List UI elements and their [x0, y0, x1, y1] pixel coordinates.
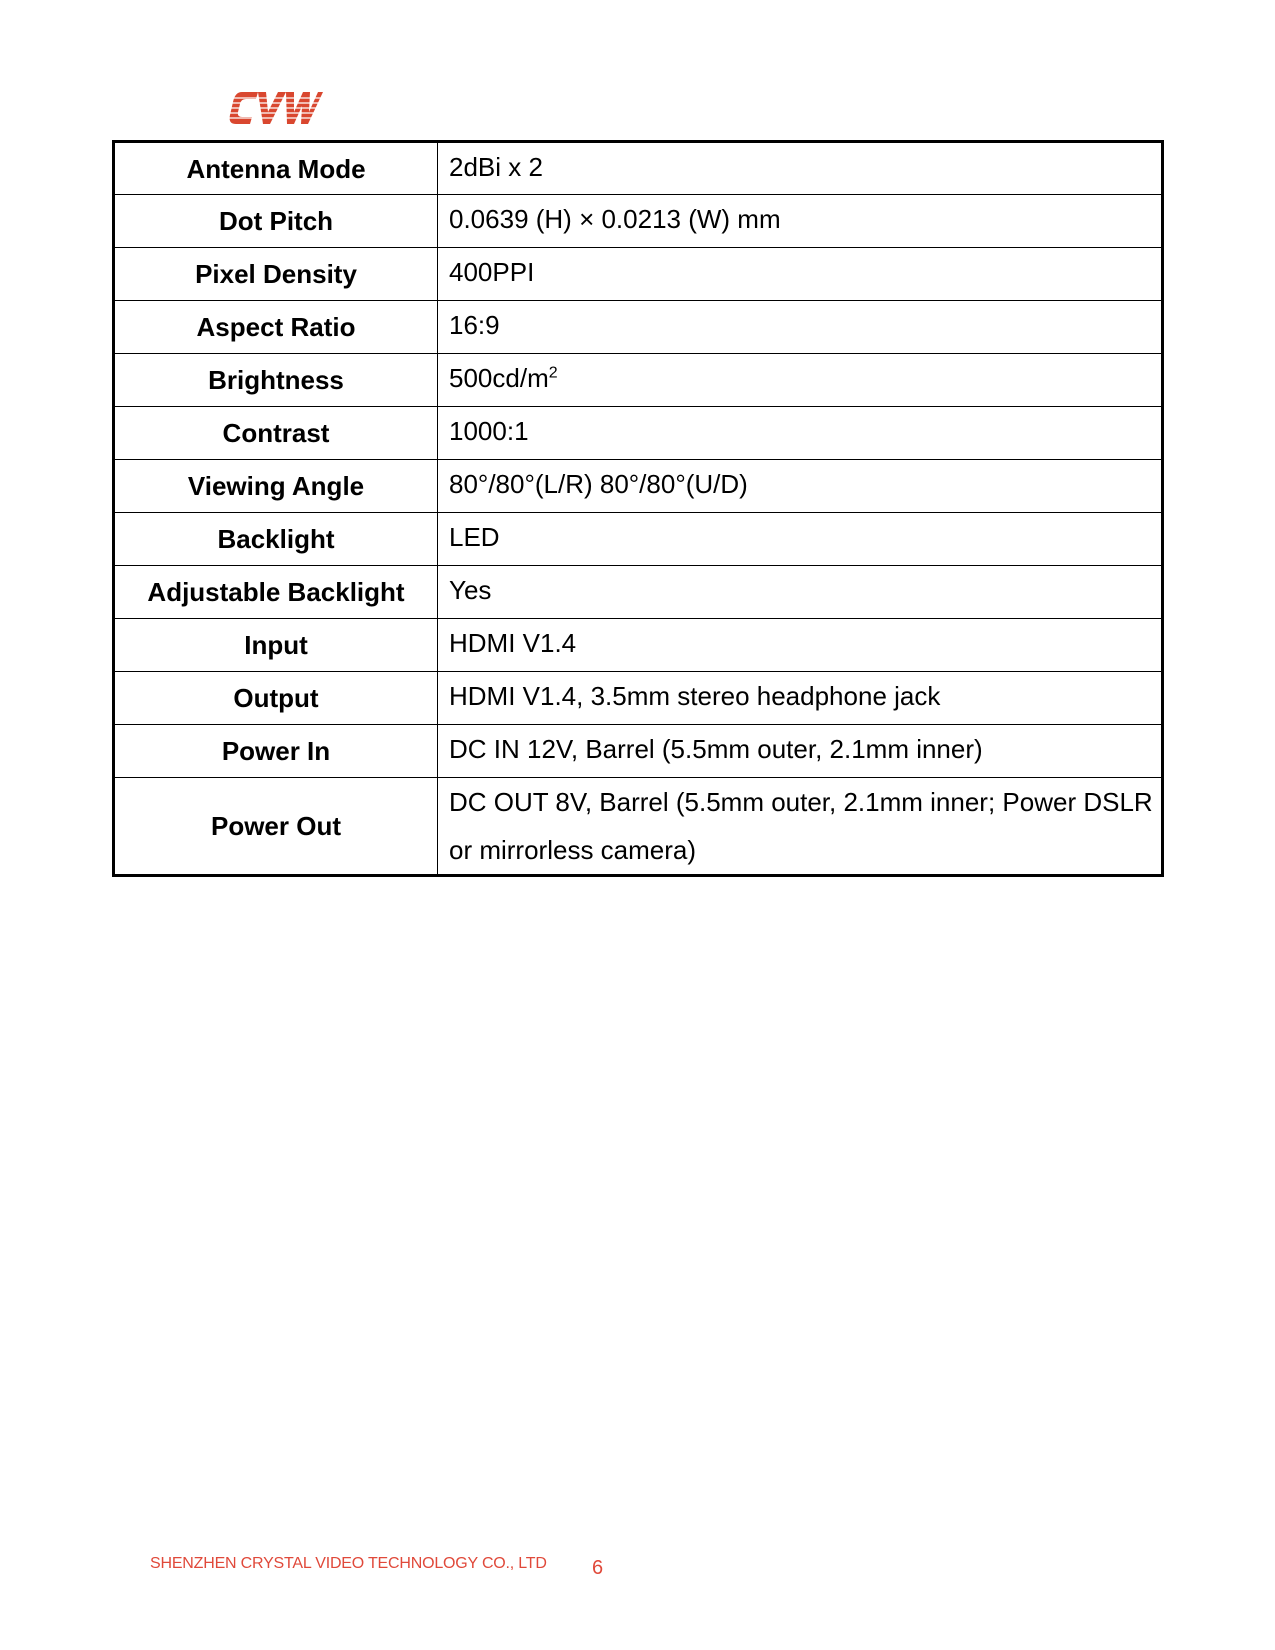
- spec-value: [438, 566, 1163, 619]
- spec-value: [438, 725, 1163, 778]
- spec-label: Contrast: [114, 407, 438, 460]
- spec-label: Brightness: [114, 354, 438, 407]
- table-row: [114, 301, 1163, 354]
- spec-label: Input: [114, 619, 438, 672]
- table-row: [114, 513, 1163, 566]
- spec-label: Dot Pitch: [114, 195, 438, 248]
- spec-value-superscript: 2: [548, 364, 558, 382]
- spec-value: [438, 407, 1163, 460]
- spec-value-text: 16:9: [449, 310, 500, 340]
- spec-value: [438, 460, 1163, 513]
- table-row: [114, 778, 1163, 876]
- spec-value: [438, 619, 1163, 672]
- cvw-logo: [228, 90, 323, 126]
- table-row: [114, 248, 1163, 301]
- spec-label: Adjustable Backlight: [114, 566, 438, 619]
- spec-value-text: Yes: [449, 575, 492, 605]
- spec-table: [112, 140, 1164, 877]
- spec-value-text: DC IN 12V, Barrel (5.5mm outer, 2.1mm inner): [449, 734, 983, 764]
- spec-value-text: 2dBi x 2: [449, 152, 543, 182]
- table-row: [114, 566, 1163, 619]
- spec-label: Backlight: [114, 513, 438, 566]
- spec-value: [438, 301, 1163, 354]
- spec-value-text: 500cd/m: [449, 363, 549, 393]
- spec-label: Power Out: [114, 778, 438, 876]
- spec-value: [438, 142, 1163, 195]
- table-row: [114, 354, 1163, 407]
- table-row: [114, 672, 1163, 725]
- table-row: [114, 725, 1163, 778]
- table-row: [114, 407, 1163, 460]
- spec-value-text: DC OUT 8V, Barrel (5.5mm outer, 2.1mm inner; Power DSLR or mirrorless camera): [449, 787, 1153, 865]
- spec-value-text: 0.0639 (H) × 0.0213 (W) mm: [449, 204, 781, 234]
- page-number: 6: [592, 1557, 604, 1579]
- footer-company: SHENZHEN CRYSTAL VIDEO TECHNOLOGY CO., LTD: [150, 1555, 547, 1572]
- spec-label: Viewing Angle: [114, 460, 438, 513]
- spec-value: [438, 778, 1163, 876]
- spec-label: Pixel Density: [114, 248, 438, 301]
- spec-label: Power In: [114, 725, 438, 778]
- spec-value-text: LED: [449, 522, 500, 552]
- spec-value: [438, 354, 1163, 407]
- table-row: [114, 142, 1163, 195]
- table-row: [114, 619, 1163, 672]
- spec-value-text: 80°/80°(L/R) 80°/80°(U/D): [449, 469, 748, 499]
- spec-value-text: 400PPI: [449, 257, 535, 287]
- table-row: [114, 460, 1163, 513]
- spec-label: Aspect Ratio: [114, 301, 438, 354]
- spec-value: [438, 672, 1163, 725]
- spec-value-text: HDMI V1.4: [449, 628, 577, 658]
- spec-value-text: HDMI V1.4, 3.5mm stereo headphone jack: [449, 681, 941, 711]
- spec-label: Antenna Mode: [114, 142, 438, 195]
- spec-value: [438, 513, 1163, 566]
- table-row: [114, 195, 1163, 248]
- spec-value: [438, 195, 1163, 248]
- spec-value-text: 1000:1: [449, 416, 529, 446]
- spec-label: Output: [114, 672, 438, 725]
- spec-value: [438, 248, 1163, 301]
